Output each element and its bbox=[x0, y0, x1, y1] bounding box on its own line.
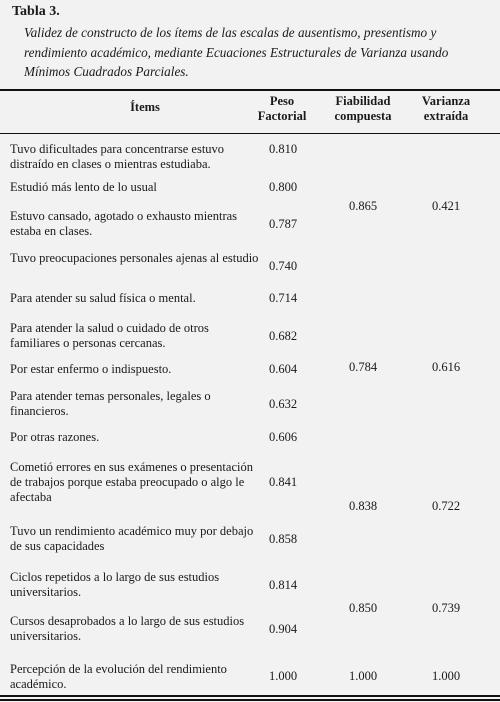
row-item: Tuvo un rendimiento académico muy por debajo de sus capacidades bbox=[10, 524, 254, 553]
row-item: Para atender su salud física o mental. bbox=[10, 291, 196, 305]
bottom-rule bbox=[0, 695, 500, 697]
row-peso-factorial: 0.787 bbox=[268, 217, 298, 231]
row-peso-factorial: 0.682 bbox=[268, 329, 298, 343]
row-item: Ciclos repetidos a lo largo de sus estudios universitarios. bbox=[10, 570, 220, 599]
row-peso-factorial: 0.814 bbox=[268, 578, 298, 592]
header-fiabilidad-compuesta: Fiabilidad compuesta bbox=[334, 94, 392, 123]
row-item: Cursos desaprobados a lo largo de sus estudios universitarios. bbox=[10, 614, 245, 643]
row-peso-factorial: 0.800 bbox=[268, 180, 298, 194]
table-label: Tabla 3. bbox=[12, 4, 60, 19]
group-fiabilidad: 0.838 bbox=[348, 499, 378, 513]
bottom-rule-double bbox=[0, 699, 500, 701]
top-rule bbox=[0, 89, 500, 91]
header-items: Ítems bbox=[130, 100, 160, 114]
group-fiabilidad: 0.865 bbox=[348, 199, 378, 213]
group-varianza: 0.739 bbox=[431, 601, 461, 615]
header-rule bbox=[0, 133, 500, 134]
group-fiabilidad: 0.850 bbox=[348, 601, 378, 615]
row-peso-factorial: 0.904 bbox=[268, 622, 298, 636]
row-item: Tuvo dificultades para concentrarse estuvo distraído en clases o mientras estudiaba. bbox=[10, 142, 225, 171]
row-item: Estudió más lento de lo usual bbox=[10, 180, 157, 194]
row-item: Por otras razones. bbox=[10, 430, 100, 444]
row-peso-factorial: 1.000 bbox=[268, 669, 298, 683]
group-varianza: 0.421 bbox=[431, 199, 461, 213]
row-peso-factorial: 0.810 bbox=[268, 142, 298, 156]
row-item: Percepción de la evolución del rendimiento académico. bbox=[10, 662, 227, 691]
row-peso-factorial: 0.604 bbox=[268, 362, 298, 376]
table-caption: Validez de constructo de los ítems de las escalas de ausentismo, presentismo y rendimiento académico, mediante Ecuaciones Estructurales de Varianza usando Mínimos Cuadrados Parciales. bbox=[24, 25, 449, 79]
group-fiabilidad: 0.784 bbox=[348, 360, 378, 374]
row-item: Tuvo preocupaciones personales ajenas al estudio bbox=[10, 251, 259, 265]
group-varianza: 0.616 bbox=[431, 360, 461, 374]
row-item: Cometió errores en sus exámenes o presentación de trabajos porque estaba preocupado o algo le afectaba bbox=[10, 460, 253, 504]
header-varianza-extraida: Varianza extraída bbox=[421, 94, 471, 123]
row-peso-factorial: 0.841 bbox=[268, 475, 298, 489]
group-varianza: 1.000 bbox=[431, 669, 461, 683]
group-varianza: 0.722 bbox=[431, 499, 461, 513]
row-item: Por estar enfermo o indispuesto. bbox=[10, 362, 172, 376]
row-item: Para atender la salud o cuidado de otros familiares o personas cercanas. bbox=[10, 321, 209, 350]
group-fiabilidad: 1.000 bbox=[348, 669, 378, 683]
header-peso-factorial: Peso Factorial bbox=[257, 94, 307, 123]
row-item: Para atender temas personales, legales o financieros. bbox=[10, 389, 211, 418]
row-peso-factorial: 0.632 bbox=[268, 397, 298, 411]
row-peso-factorial: 0.858 bbox=[268, 532, 298, 546]
row-item: Estuvo cansado, agotado o exhausto mientras estaba en clases. bbox=[10, 209, 238, 238]
row-peso-factorial: 0.714 bbox=[268, 291, 298, 305]
row-peso-factorial: 0.740 bbox=[268, 259, 298, 273]
row-peso-factorial: 0.606 bbox=[268, 430, 298, 444]
